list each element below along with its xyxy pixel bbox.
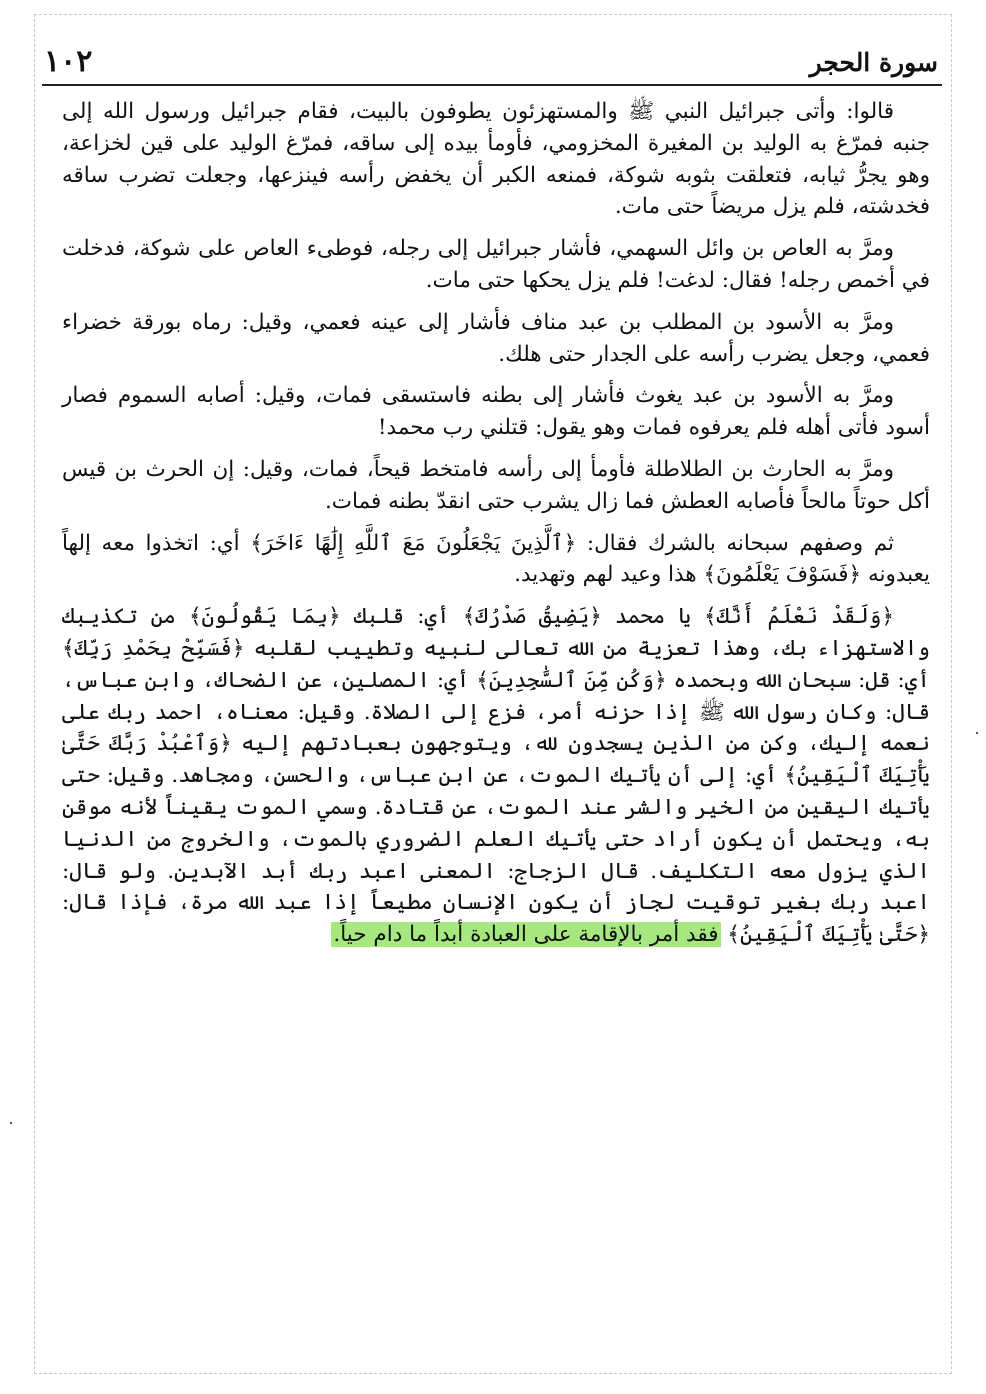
paragraph-1: قالوا: وأتى جبرائيل النبي ﷺ والمستهزئون يطوفون بالبيت، فقام جبرائيل ورسول الله إلى جنبه فمرّغ به الوليد بن المغيرة المخزومي، فأومأ بيده إلى ساقه، فمرّغ الوليد على قين لخزاعة، وهو يجرُّ ثيابه، فتعلقت بثوبه شوكة، فمنعه الكبر أن يخفض رأسه فينزعها، وجعلت تضرب ساقه فخدشته، فلم يزل مريضاً حتى مات. [62,99,930,220]
paragraph-4: ومرَّ به الأسود بن عبد يغوث فأشار إلى بطنه فاستسقى فمات، وقيل: أصابه السموم فصار أسود فأتى أهله فلم يعرفوه فمات وهو يقول: قتلني رب محمد! [62,383,930,441]
scan-speck [976,732,978,734]
paragraph-2: ومرَّ به العاص بن وائل السهمي، فأشار جبرائيل إلى رجله، فوطىء العاص على شوكة، فدخلت في أخمص رجله! فقال: لدغت! فلم يزل يحكها حتى مات. [62,236,930,293]
page-number: ١٠٢ [44,44,93,79]
paragraph-6: ثم وصفهم سبحانه بالشرك فقال: ﴿ٱلَّذِينَ يَجْعَلُونَ مَعَ ٱللَّهِ إِلَٰهًا ءَاخَرَ﴾ أي: اتخذوا معه إلهاً يعبدونه ﴿فَسَوْفَ يَعْلَمُونَ﴾ هذا وعيد لهم وتهديد. [62,530,930,588]
paragraph-5: ومرَّ به الحارث بن الطلاطلة فأومأ إلى رأسه فامتخط قيحاً، فمات، وقيل: إن الحرث بن قيس أكل حوتاً مالحاً فأصابه العطش فما زال يشرب حتى انقدّ بطنه فمات. [62,456,930,514]
page-header [42,40,942,86]
paragraph-3: ومرَّ به الأسود بن المطلب بن عبد مناف فأشار إلى عينه فعمي، وقيل: رماه بورقة خضراء فعمي، وجعل يضرب رأسه على الجدار حتى هلك. [62,309,930,367]
highlighted-sentence: فقد أمر بالإقامة على العبادة أبداً ما دام حياً. [333,922,719,948]
page-body [62,96,930,951]
surah-title: سورة الحجر [809,48,938,77]
paragraph-7-text: ﴿وَلَقَدْ نَعْلَمُ أَنَّكَ﴾ يا محمد ﴿يَضِيقُ صَدْرُكَ﴾ أي: قلبك ﴿بِمَا يَقُولُونَ﴾ من تكذيبك والاستهزاء بك، وهذا تعزية من الله تعالى لنبيه وتطييب لقلبه ﴿فَسَبِّحْ بِحَمْدِ رَبِّكَ﴾ أي: قل: سبحان الله وبحمده ﴿وَكُن مِّنَ ٱلسَّٰجِدِينَ﴾ أي: المصلين، عن الضحاك، وابن عباس، قال: وكان رسول الله ﷺ إذا حزنه أمر، فزع إلى الصلاة. وقيل: معناه، احمد ربك على نعمه إليك، وكن من الذين يسجدون لله، ويتوجهون بعبادتهم إليه ﴿وَٱعْبُدْ رَبَّكَ حَتَّىٰ يَأْتِيَكَ ٱلْيَقِينُ﴾ أي: إلى أن يأتيك الموت، عن ابن عباس، والحسن، ومجاهد. وقيل: حتى يأتيك اليقين من الخير والشر عند الموت، عن قتادة. وسمي الموت يقيناً لأنه موقن به، ويحتمل أن يكون أراد حتى يأتيك العلم الضروري بالموت، والخروج من الدنيا الذي يزول معه التكليف. قال الزجاج: المعنى اعبد ربك أبد الآبدين. ولو قال: اعبد ربك بغير توقيت لجاز أن يكون الإنسان مطيعاً إذا عبد الله مرة، فإذا قال: ﴿حَتَّىٰ يَأْتِيَكَ ٱلْيَقِينُ﴾ [62,604,930,948]
paragraph-7 [62,601,930,951]
scan-speck [10,1122,12,1124]
